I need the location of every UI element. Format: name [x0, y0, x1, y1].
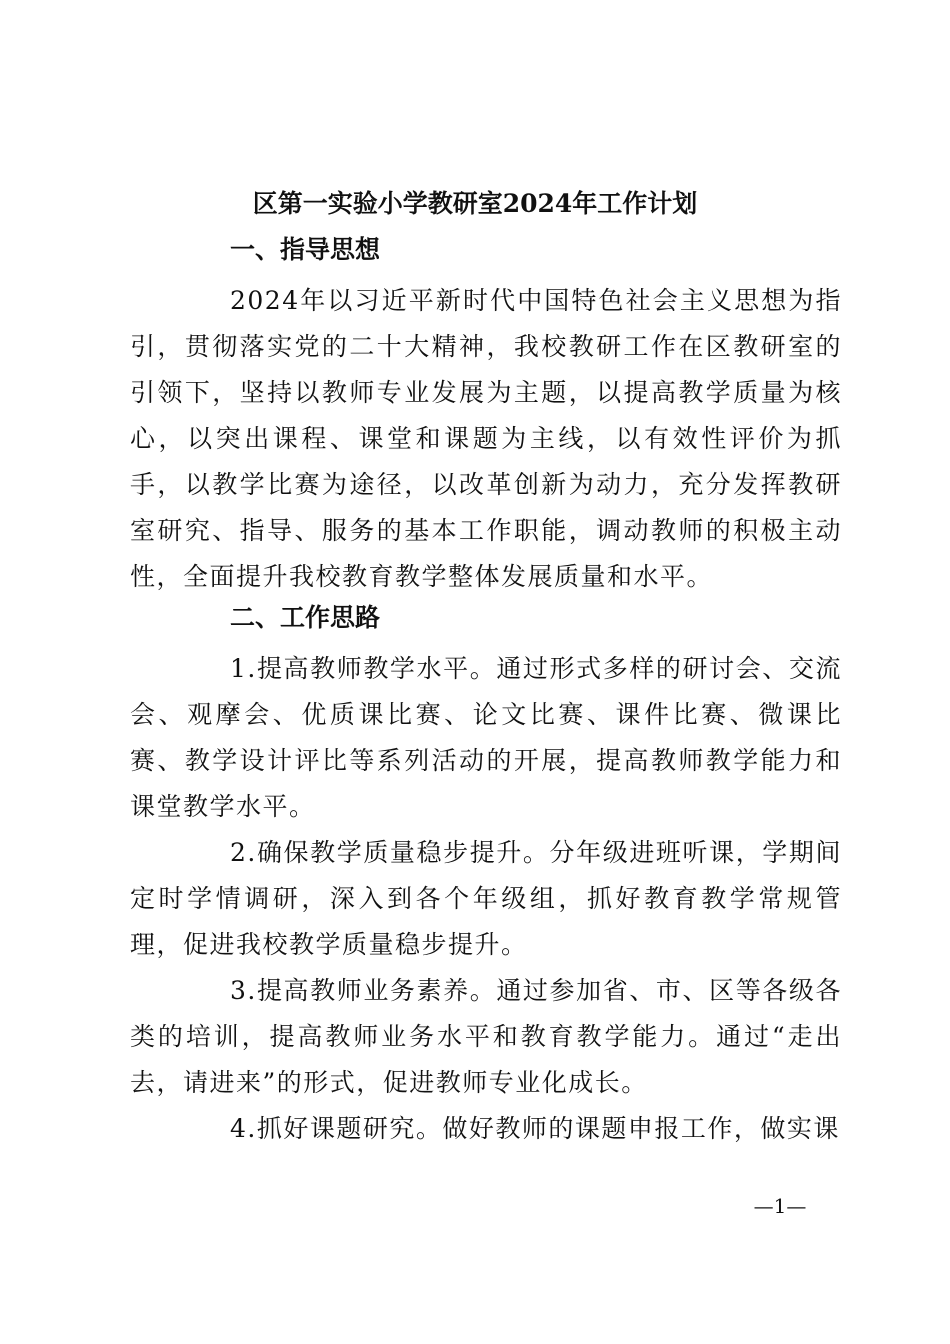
paragraph-item-4: 4.抓好课题研究。做好教师的课题申报工作，做实课	[230, 1114, 840, 1143]
paragraph-guiding-thought: 2024年以习近平新时代中国特色社会主义思想为指引，贯彻落实党的二十大精神，我校教研工作在区教研室的引领下，坚持以教师专业发展为主题，以提高教学质量为核心，以突出课程、课堂和课题为主线，以有效性评价为抓手，以教学比赛为途径，以改革创新为动力，充分发挥教研室研究、指导、服务的基本工作职能，调动教师的积极主动性，全面提升我校教育教学整体发展质量和水平。	[130, 286, 842, 591]
paragraph-item-3: 3.提高教师业务素养。通过参加省、市、区等各级各类的培训，提高教师业务水平和教育教学能力。通过“走出去，请进来”的形式，促进教师专业化成长。	[130, 976, 842, 1097]
document-title: 区第一实验小学教研室2024年工作计划	[252, 189, 698, 218]
page-number: —1—	[753, 1194, 807, 1218]
section-heading-work-approach: 二、工作思路	[230, 603, 381, 632]
section-heading-guiding-thought: 一、指导思想	[230, 235, 381, 264]
paragraph-item-2: 2.确保教学质量稳步提升。分年级进班听课，学期间定时学情调研，深入到各个年级组，抓好教育教学常规管理，促进我校教学质量稳步提升。	[130, 838, 842, 959]
paragraph-item-1: 1.提高教师教学水平。通过形式多样的研讨会、交流会、观摩会、优质课比赛、论文比赛、课件比赛、微课比赛、教学设计评比等系列活动的开展，提高教师教学能力和课堂教学水平。	[130, 654, 842, 821]
